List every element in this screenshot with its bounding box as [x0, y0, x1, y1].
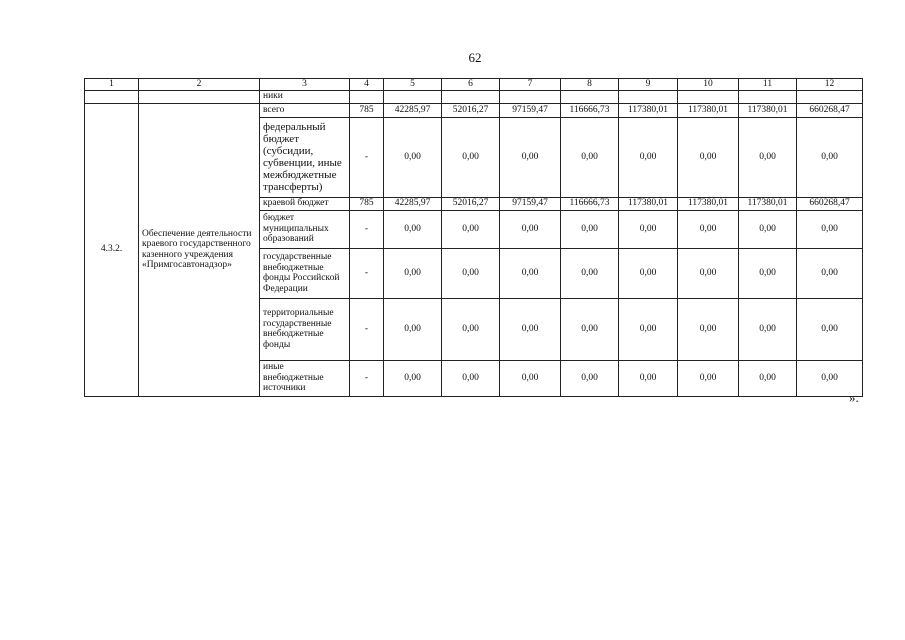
amount-cell: 117380,01	[739, 103, 797, 117]
amount-cell: 0,00	[384, 298, 442, 360]
funding-source: федеральный бюджет (субсидии, субвенции, иные межбюджетные трансферты)	[260, 117, 350, 197]
header-cell: 7	[500, 79, 561, 91]
header-cell: 9	[619, 79, 678, 91]
amount-cell: 660268,47	[797, 103, 863, 117]
column-4-value: -	[350, 210, 384, 248]
table-row	[85, 103, 863, 117]
amount-cell: 117380,01	[739, 197, 797, 210]
column-4-value: -	[350, 298, 384, 360]
amount-cell: 0,00	[678, 117, 739, 197]
amount-cell: 0,00	[442, 298, 500, 360]
amount-cell: 0,00	[500, 248, 561, 298]
amount-cell: 52016,27	[442, 197, 500, 210]
amount-cell: 0,00	[384, 117, 442, 197]
amount-cell: 0,00	[739, 117, 797, 197]
amount-cell: 0,00	[561, 210, 619, 248]
funding-source: иные внебюджетные источники	[260, 360, 350, 396]
amount-cell: 0,00	[739, 210, 797, 248]
empty-cell	[350, 90, 384, 103]
amount-cell: 0,00	[797, 117, 863, 197]
amount-cell: 0,00	[500, 210, 561, 248]
funding-source: всего	[260, 103, 350, 117]
amount-cell: 116666,73	[561, 103, 619, 117]
column-4-value: -	[350, 360, 384, 396]
carryover-row	[85, 90, 863, 103]
amount-cell: 0,00	[619, 248, 678, 298]
amount-cell: 0,00	[384, 360, 442, 396]
amount-cell: 116666,73	[561, 197, 619, 210]
amount-cell: 0,00	[500, 117, 561, 197]
empty-cell	[619, 90, 678, 103]
empty-cell	[500, 90, 561, 103]
item-description: Обеспечение деятельности краевого государственного казенного учреждения «Примгосавтонадзор»	[139, 103, 260, 396]
amount-cell: 117380,01	[678, 103, 739, 117]
funding-source: государственные внебюджетные фонды Российской Федерации	[260, 248, 350, 298]
funding-source: краевой бюджет	[260, 197, 350, 210]
amount-cell: 52016,27	[442, 103, 500, 117]
amount-cell: 0,00	[619, 210, 678, 248]
funding-source: бюджет муниципальных образований	[260, 210, 350, 248]
header-cell: 10	[678, 79, 739, 91]
column-4-value: -	[350, 248, 384, 298]
empty-cell	[384, 90, 442, 103]
amount-cell: 0,00	[561, 298, 619, 360]
budget-table	[84, 78, 863, 397]
header-cell: 12	[797, 79, 863, 91]
amount-cell: 0,00	[797, 248, 863, 298]
amount-cell: 42285,97	[384, 197, 442, 210]
amount-cell: 0,00	[442, 210, 500, 248]
empty-cell	[85, 90, 139, 103]
amount-cell: 0,00	[500, 298, 561, 360]
closing-quote-mark: ».	[849, 390, 859, 405]
carryover-text: ники	[260, 90, 350, 103]
header-cell: 8	[561, 79, 619, 91]
amount-cell: 0,00	[561, 117, 619, 197]
amount-cell: 0,00	[442, 117, 500, 197]
amount-cell: 0,00	[797, 360, 863, 396]
amount-cell: 0,00	[442, 360, 500, 396]
header-cell: 1	[85, 79, 139, 91]
amount-cell: 0,00	[739, 248, 797, 298]
empty-cell	[678, 90, 739, 103]
empty-cell	[739, 90, 797, 103]
column-4-value: 785	[350, 197, 384, 210]
header-cell: 2	[139, 79, 260, 91]
column-4-value: -	[350, 117, 384, 197]
header-cell: 11	[739, 79, 797, 91]
amount-cell: 0,00	[561, 248, 619, 298]
amount-cell: 0,00	[442, 248, 500, 298]
amount-cell: 0,00	[678, 248, 739, 298]
empty-cell	[797, 90, 863, 103]
amount-cell: 0,00	[619, 360, 678, 396]
amount-cell: 660268,47	[797, 197, 863, 210]
funding-source: территориальные государственные внебюджетные фонды	[260, 298, 350, 360]
amount-cell: 117380,01	[678, 197, 739, 210]
header-cell: 3	[260, 79, 350, 91]
amount-cell: 97159,47	[500, 197, 561, 210]
header-cell: 6	[442, 79, 500, 91]
amount-cell: 97159,47	[500, 103, 561, 117]
amount-cell: 0,00	[739, 360, 797, 396]
header-cell: 5	[384, 79, 442, 91]
item-number: 4.3.2.	[85, 103, 139, 396]
empty-cell	[139, 90, 260, 103]
page-number: 62	[468, 50, 482, 65]
amount-cell: 0,00	[678, 360, 739, 396]
amount-cell: 0,00	[739, 298, 797, 360]
amount-cell: 0,00	[678, 210, 739, 248]
amount-cell: 0,00	[561, 360, 619, 396]
amount-cell: 0,00	[619, 298, 678, 360]
amount-cell: 0,00	[619, 117, 678, 197]
amount-cell: 42285,97	[384, 103, 442, 117]
amount-cell: 0,00	[797, 210, 863, 248]
empty-cell	[442, 90, 500, 103]
empty-cell	[561, 90, 619, 103]
header-row	[85, 79, 863, 91]
amount-cell: 0,00	[384, 210, 442, 248]
header-cell: 4	[350, 79, 384, 91]
amount-cell: 117380,01	[619, 103, 678, 117]
amount-cell: 0,00	[797, 298, 863, 360]
amount-cell: 0,00	[678, 298, 739, 360]
amount-cell: 0,00	[384, 248, 442, 298]
amount-cell: 117380,01	[619, 197, 678, 210]
amount-cell: 0,00	[500, 360, 561, 396]
column-4-value: 785	[350, 103, 384, 117]
